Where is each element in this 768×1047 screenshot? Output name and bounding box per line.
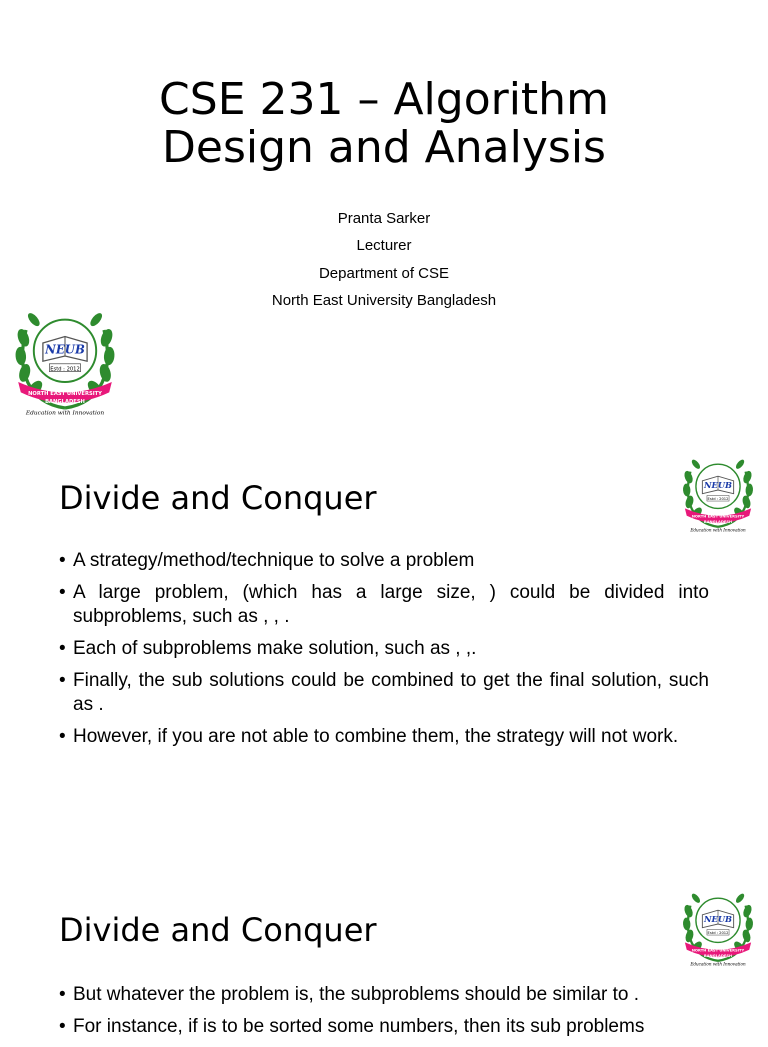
content-slide-1 [0, 432, 768, 864]
title-line-2: Design and Analysis [162, 122, 606, 173]
logo-estd: Estd : 2012 [50, 366, 80, 373]
slide-heading: Divide and Conquer [59, 479, 377, 517]
logo-name-top: NORTH EAST UNIVERSITY [28, 391, 102, 397]
department: Department of CSE [318, 264, 450, 282]
logo-motto: Education with Innovation [25, 410, 105, 417]
slide-heading: Divide and Conquer [59, 911, 377, 949]
logo-abbr: NEUB [45, 342, 85, 357]
university-logo-small [672, 444, 764, 536]
logo-estd: Estd : 2012 [707, 931, 729, 936]
logo-abbr: NEUB [703, 914, 733, 925]
logo-name-bottom: BANGLADESH [703, 954, 733, 959]
bullet-item: • A strategy/method/technique to solve a problem [59, 549, 709, 573]
presenter-role: Lecturer [356, 237, 412, 255]
content-slide-2 [0, 864, 768, 1037]
presenter-name: Pranta Sarker [337, 210, 431, 227]
bullet-item: • But whatever the problem is, the subproblems should be similar to . [59, 983, 709, 1007]
logo-motto: Education with Innovation [690, 961, 746, 967]
title-slide [0, 0, 768, 432]
logo-motto: Education with Innovation [690, 527, 746, 533]
university-logo [0, 290, 130, 422]
bullet-item: • However, if you are not able to combine them, the strategy will not work. [59, 725, 709, 749]
title-line-1: CSE 231 – Algorithm [159, 74, 609, 125]
bullet-item: • Each of subproblems make solution, such as , ,. [59, 637, 709, 661]
logo-name-top: NORTH EAST UNIVERSITY [691, 948, 745, 953]
logo-estd: Estd : 2012 [707, 497, 729, 502]
university-logo-small [672, 878, 764, 970]
bullet-list [59, 549, 709, 757]
university: North East University Bangladesh [271, 291, 497, 309]
bullet-list [59, 983, 709, 1047]
slide-title [0, 76, 768, 172]
logo-name-bottom: BANGLADESH [45, 398, 85, 405]
logo-name-top: NORTH EAST UNIVERSITY [691, 514, 745, 519]
bullet-item: • For instance, if is to be sorted some numbers, then its sub problems [59, 1015, 709, 1039]
logo-name-bottom: BANGLADESH [703, 520, 733, 525]
logo-abbr: NEUB [703, 480, 733, 491]
bullet-item: • A large problem, (which has a large size, ) could be divided into subproblems, such as , , . [59, 581, 709, 629]
bullet-item: • Finally, the sub solutions could be combined to get the final solution, such as . [59, 669, 709, 717]
